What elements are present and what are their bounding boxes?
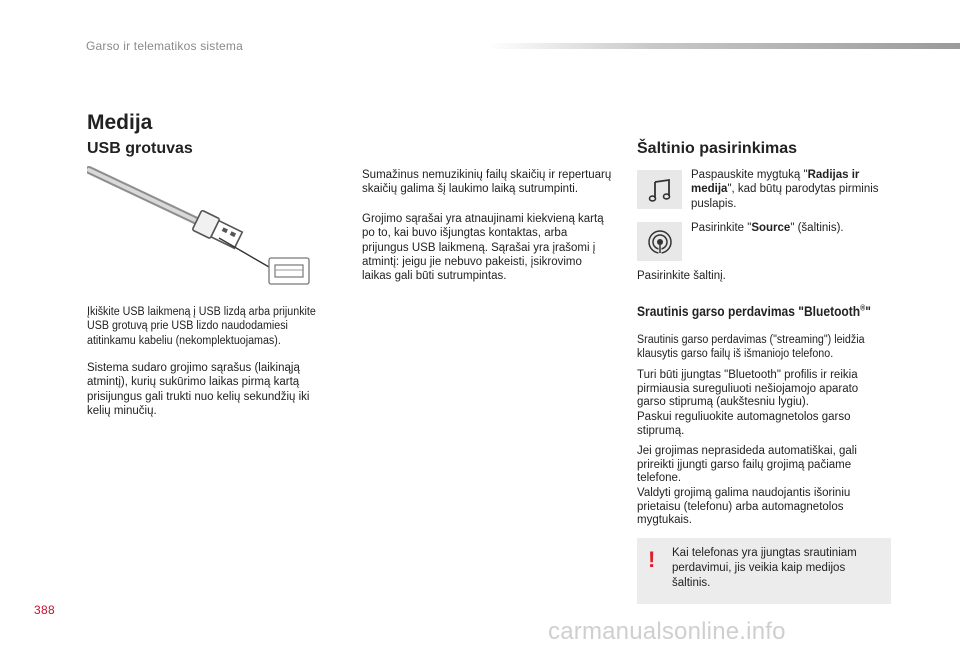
header-rule (488, 43, 960, 49)
middle-para-1: Sumažinus nemuzikinių failų skaičių ir repertuarų skaičių galima šį laukimo laiką sutrumpinti. (362, 169, 612, 196)
warning-icon: ! (648, 547, 656, 572)
bluetooth-para-2: Paskui reguliuokite automagnetolos garso stiprumą. (637, 411, 851, 437)
pointer-line (219, 238, 269, 267)
section-title: Medija (87, 111, 153, 134)
usb-heading: USB grotuvas (87, 140, 193, 157)
usb-playlist-info: Sistema sudaro grojimo sąrašus (laikinąją atmintį), kurių sukūrimo laikas pirmą kartą prisijungus gali trukti nuo kelių sekundžių iki kelių minučių. (87, 362, 310, 417)
source-heading: Šaltinio pasirinkimas (637, 140, 798, 157)
watermark: carmanualsonline.info (548, 618, 786, 645)
bluetooth-para-1: Turi būti įjungtas "Bluetooth" profilis ir reikia pirmiausia sureguliuoti nešiojamojo aparato garso stiprumą (aukštesniu lygiu). (637, 369, 859, 408)
source-step-3: Pasirinkite šaltinį. (637, 270, 726, 282)
bluetooth-para-4: Valdyti grojimą galima naudojantis išoriniu prietaisu (telefonu) arba automagnetolos mygtukais. (637, 487, 851, 526)
usb-illustration (87, 166, 317, 290)
note-text: Kai telefonas yra įjungtas srautiniam perdavimui, jis veikia kaip medijos šaltinis. (672, 547, 857, 589)
page-number: 388 (34, 603, 55, 617)
usb-instruction: Įkiškite USB laikmeną į USB lizdą arba prijunkite USB grotuvą prie USB lizdo naudodamiesi atitinkamu kabeliu (nekomplektuojamas). (87, 306, 316, 347)
source-step-2: Pasirinkite "Source" (šaltinis). (691, 222, 844, 234)
source-step-1: Paspauskite mygtuką "Radijas ir medija", kad būtų parodytas pirminis puslapis. (691, 169, 879, 210)
bluetooth-para-3: Jei grojimas neprasideda automatiškai, gali prireikti įjungti garso failų grojimą pačiame telefone. (637, 445, 857, 484)
middle-para-2: Grojimo sąrašai yra atnaujinami kiekvieną kartą po to, kai buvo išjungtas kontaktas, arba prijungus USB laikmeną. Sąrašai yra įrašomi į atmintį: jeigu jie nebuvo pakeisti, įsikrovimo laikas gali būti sutrumpintas. (362, 213, 604, 283)
usb-socket (269, 258, 309, 284)
bluetooth-intro: Srautinis garso perdavimas ("streaming") leidžia klausytis garso failų iš išmaniojo telefono. (637, 334, 865, 361)
bluetooth-heading: Srautinis garso perdavimas "Bluetooth®" (637, 303, 871, 319)
source-icon (637, 222, 682, 261)
music-note-icon (637, 170, 682, 209)
usb-plug (192, 210, 243, 250)
header-title: Garso ir telematikos sistema (86, 39, 243, 53)
